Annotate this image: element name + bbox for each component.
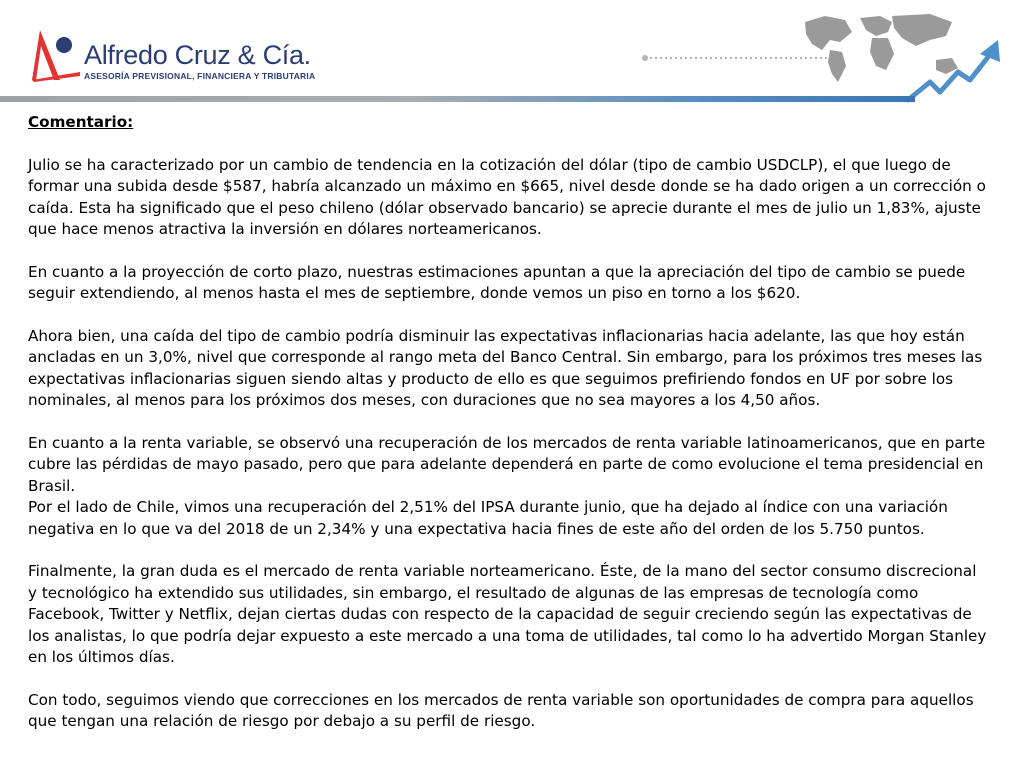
paragraph: Finalmente, la gran duda es el mercado de renta variable norteamericano. Éste, de la mano del sector consumo discrecional y tecnológico ha extendido sus utilidades, sin embargo, el resultado de algunas de las empresas de tecnología como Facebook, Twitter y Netflix, dejan ciertas dudas con respecto de la capacidad de seguir creciendo según las expectativas de los analistas, lo que podría dejar expuesto a este mercado a una toma de utilidades, tal como lo ha advertido Morgan Stanley en los últimos días.	[28, 562, 987, 667]
paragraph: Julio se ha caracterizado por un cambio de tendencia en la cotización del dólar (tipo de cambio USDCLP), el que luego de formar una subida desde $587, habría alcanzado un máximo en $665, nivel desde donde se ha dado origen a un corrección o caída. Esta ha significado que el peso chileno (dólar observado bancario) se aprecie durante el mes de julio un 1,83%, ajuste que hace menos atractiva la inversión en dólares norteamericanos.	[28, 155, 986, 239]
header-divider	[0, 96, 915, 102]
paragraph: Ahora bien, una caída del tipo de cambio podría disminuir las expectativas inflacionarias hacia adelante, las que hoy están ancladas en un 3,0%, nivel que corresponde al rango meta del Banco Central. Sin embargo, para los próximos tres meses las expectativas inflacionarias siguen siendo altas y producto de ello es que seguimos prefiriendo fondos en UF por sobre los nominales, al menos para los próximos dos meses, con duraciones que no sea mayores a los 4,50 años.	[28, 327, 983, 410]
paragraph: Por el lado de Chile, vimos una recuperación del 2,51% del IPSA durante junio, que ha dejado al índice con una variación negativa en lo que va del 2018 de un 2,34% y una expectativa hacia fines de este año del orden de los 5.750 puntos.	[28, 498, 948, 538]
paragraph: En cuanto a la proyección de corto plazo, nuestras estimaciones apuntan a que la apreciación del tipo de cambio se puede seguir extendiendo, al menos hasta el mes de septiembre, donde vemos un piso en torno a los $620.	[28, 262, 966, 303]
document-title: Comentario:	[28, 113, 134, 131]
company-name: Alfredo Cruz & Cía.	[84, 40, 311, 70]
paragraph: Con todo, seguimos viendo que correcciones en los mercados de renta variable son oportunidades de compra para aquellos que tengan una relación de riesgo por debajo a su perfil de riesgo.	[28, 690, 974, 731]
document-body	[28, 112, 988, 733]
company-tagline: ASESORÍA PREVISIONAL, FINANCIERA Y TRIBUTARIA	[84, 71, 316, 81]
company-logo-icon	[30, 28, 80, 82]
paragraph: En cuanto a la renta variable, se observó una recuperación de los mercados de renta variable latinoamericanos, que en parte cubre las pérdidas de mayo pasado, pero que para adelante dependerá en parte de como evolucione el tema presidencial en Brasil.	[28, 434, 986, 495]
header	[0, 0, 1024, 108]
world-map-growth-icon	[640, 10, 1010, 110]
